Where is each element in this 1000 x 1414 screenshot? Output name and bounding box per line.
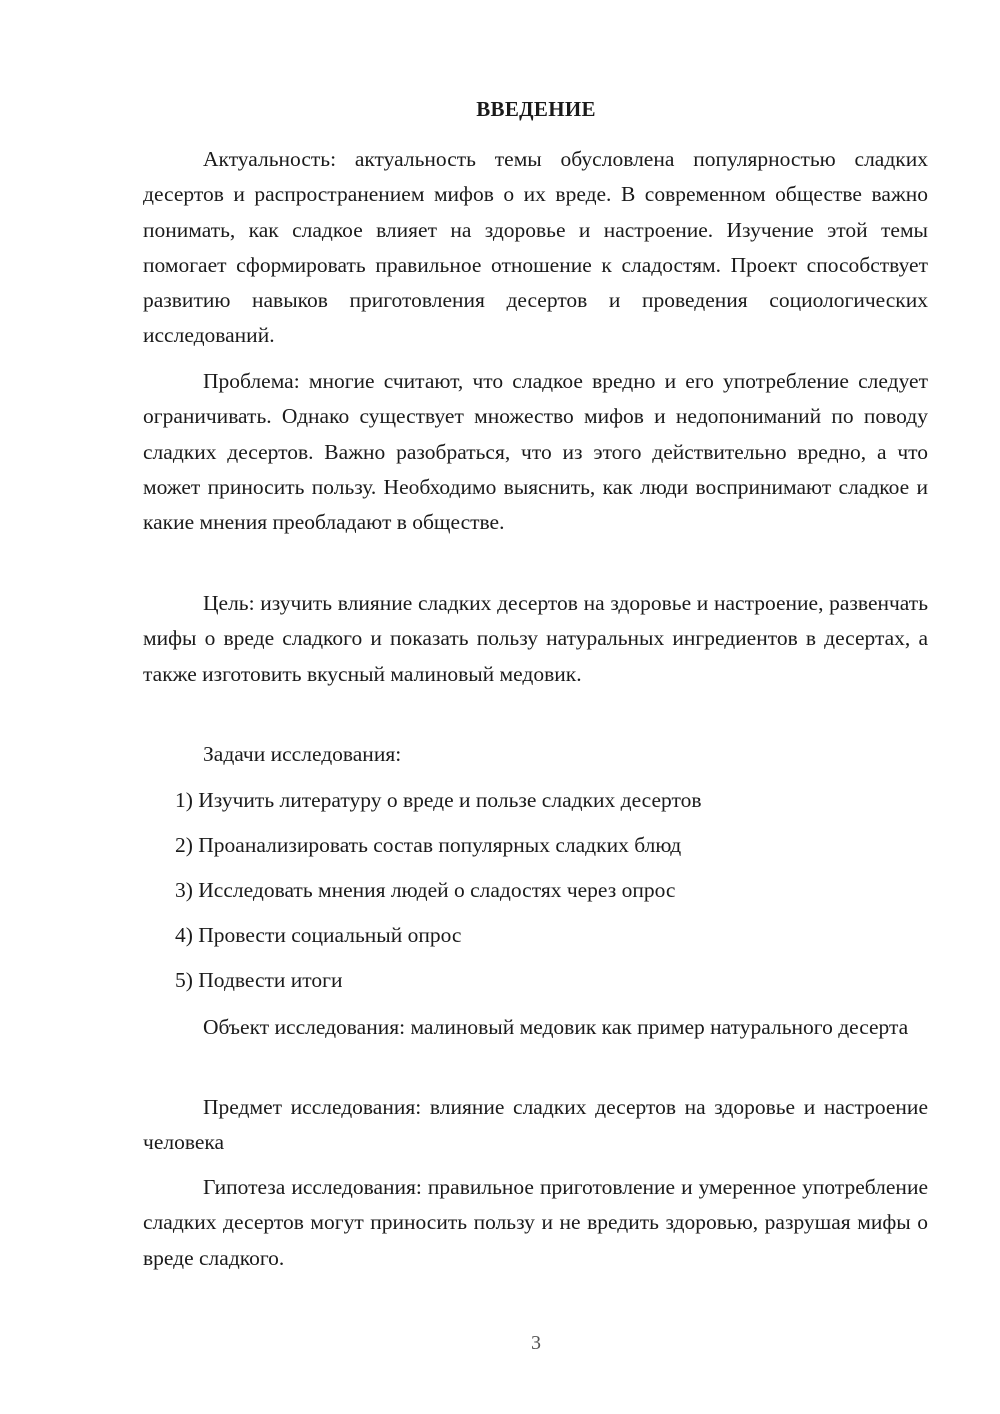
object-paragraph: Объект исследования: малиновый медовик как пример натурального десерта xyxy=(203,1015,909,1039)
subject-paragraph: Предмет исследования: влияние сладких десертов на здоровье и настроение человека xyxy=(143,1095,928,1155)
page-number: 3 xyxy=(531,1332,541,1354)
task-item: 4) Провести социальный опрос xyxy=(175,923,462,947)
page-title: ВВЕДЕНИЕ xyxy=(476,97,596,121)
goal-paragraph: Цель: изучить влияние сладких десертов на здоровье и настроение, развенчать мифы о вреде сладкого и показать пользу натуральных ингредиентов в десертах, а также изготовить вкусный малиновый медовик. xyxy=(143,591,928,686)
task-item: 5) Подвести итоги xyxy=(175,968,343,992)
hypothesis-paragraph: Гипотеза исследования: правильное приготовление и умеренное употребление сладких десертов могут приносить пользу и не вредить здоровью, разрушая мифы о вреде сладкого. xyxy=(143,1175,928,1270)
task-item: 1) Изучить литературу о вреде и пользе сладких десертов xyxy=(175,788,702,812)
task-item: 3) Исследовать мнения людей о сладостях через опрос xyxy=(175,878,676,902)
tasks-heading: Задачи исследования: xyxy=(203,742,402,766)
task-item: 2) Проанализировать состав популярных сладких блюд xyxy=(175,833,682,857)
relevance-paragraph: Актуальность: актуальность темы обусловлена популярностью сладких десертов и распространением мифов о их вреде. В современном обществе важно понимать, как сладкое влияет на здоровье и настроение. Изучение этой темы помогает сформировать правильное отношение к сладостям. Проект способствует развитию навыков приготовления десертов и проведения социологических исследований. xyxy=(143,147,928,348)
problem-paragraph: Проблема: многие считают, что сладкое вредно и его употребление следует ограничивать. Однако существует множество мифов и недопониманий по поводу сладких десертов. Важно разобраться, что из этого действительно вредно, а что может приносить пользу. Необходимо выяснить, как люди воспринимают сладкое и какие мнения преобладают в обществе. xyxy=(143,369,928,535)
